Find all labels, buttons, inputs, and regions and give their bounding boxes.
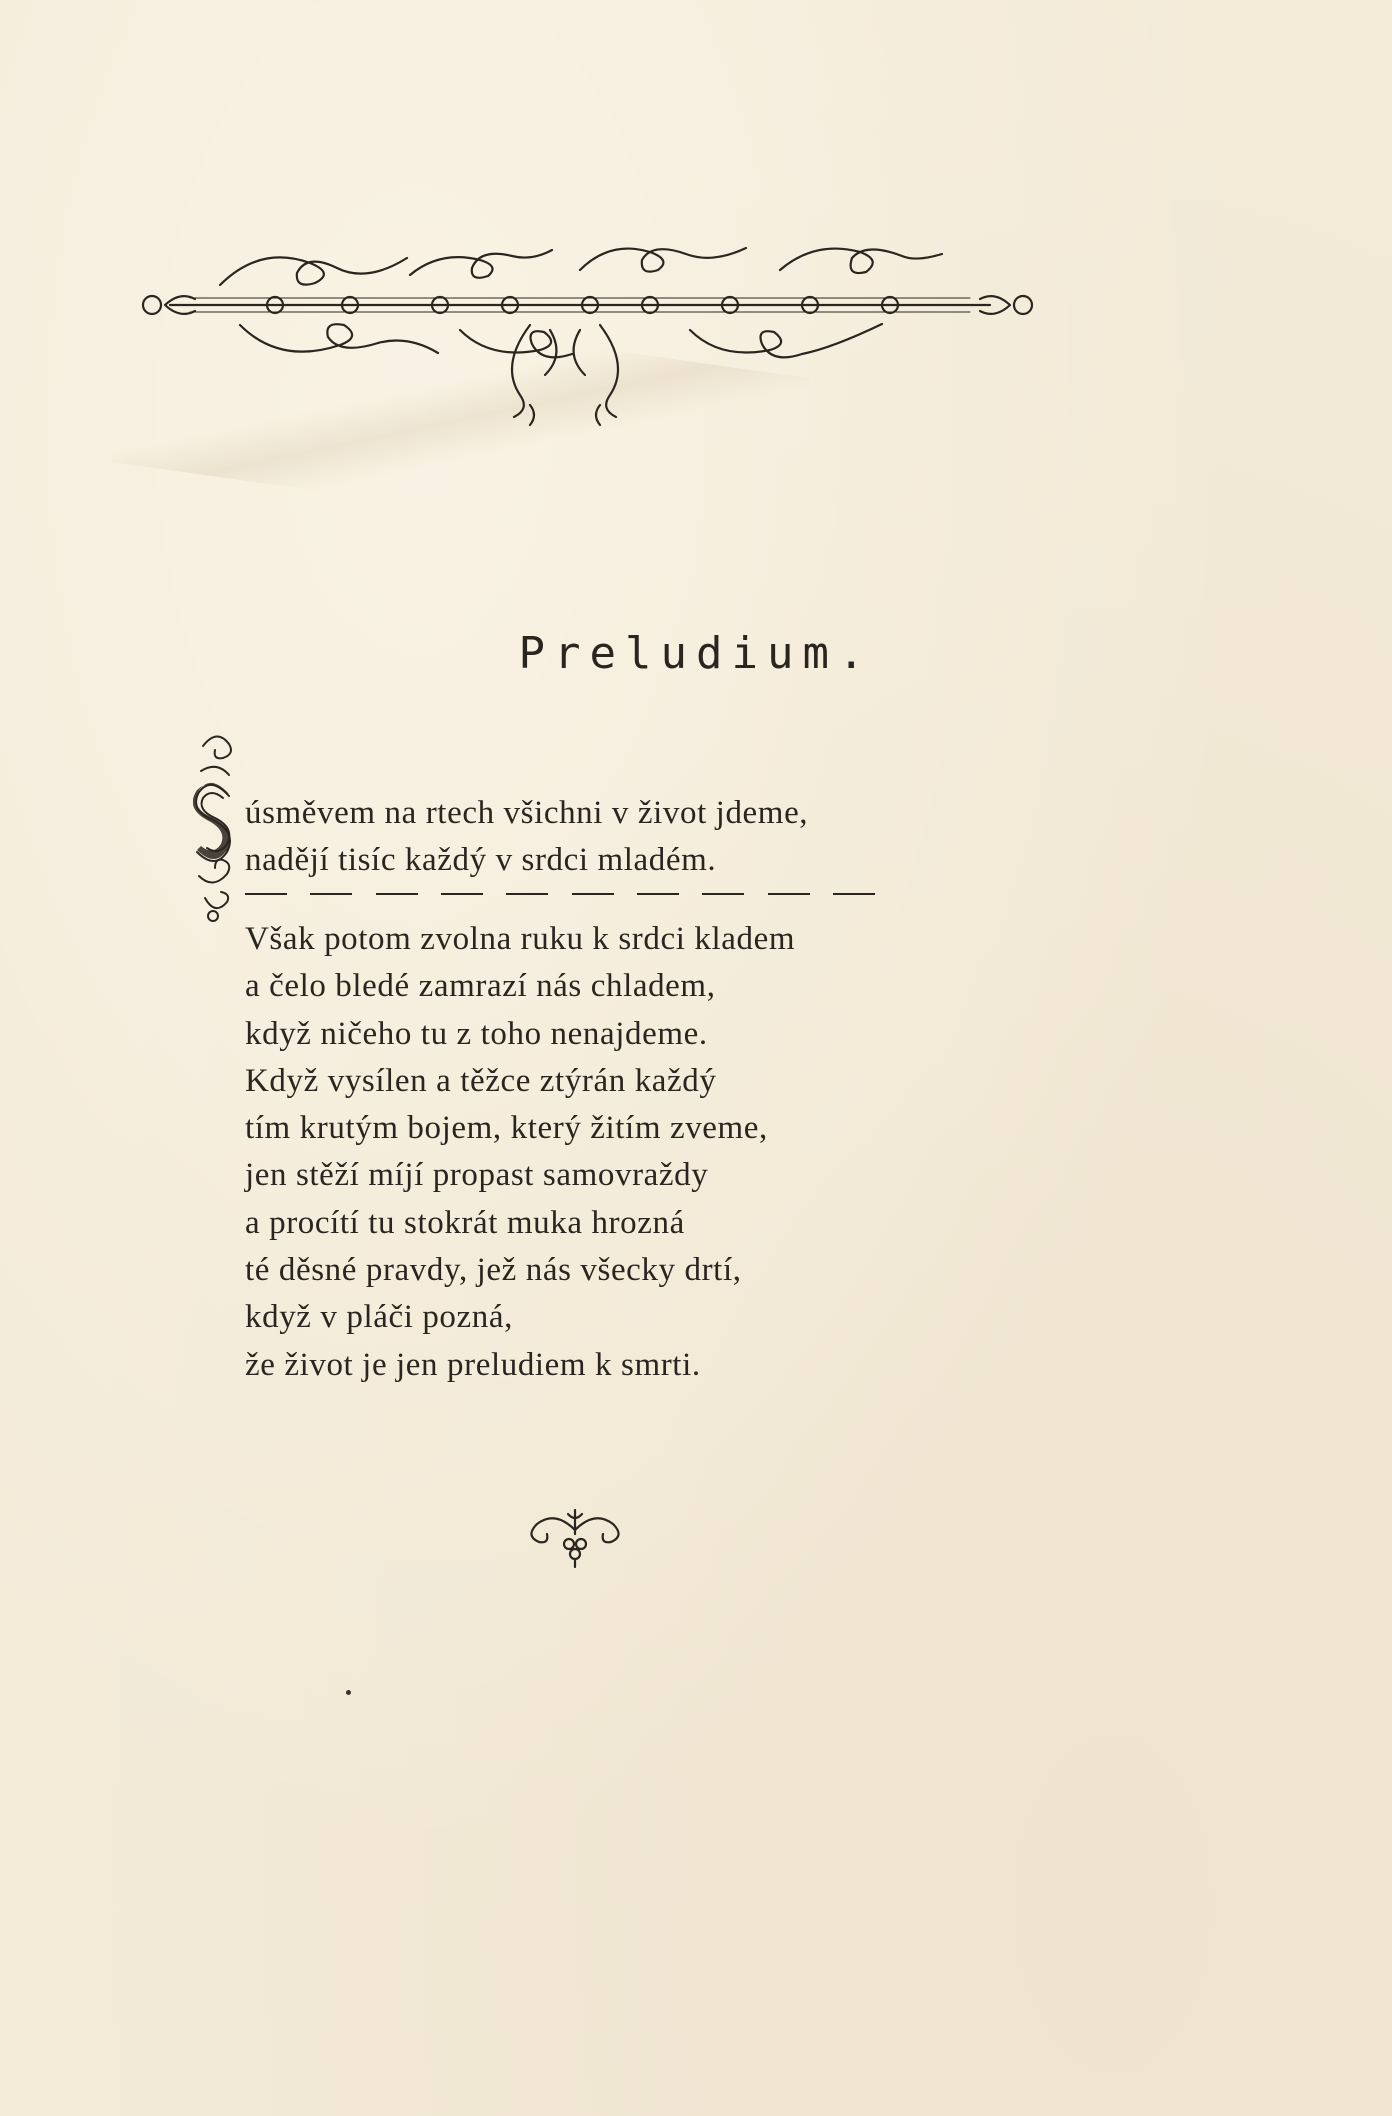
- poem-line-8: té děsné pravdy, jež nás všecky drtí,: [245, 1252, 742, 1289]
- opening-stanza: [245, 790, 808, 884]
- opening-line-2: nadějí tisíc každý v srdci mladém.: [245, 842, 717, 878]
- poem-line-10: že život je jen preludiem k smrti.: [245, 1346, 701, 1383]
- poem-line-3: když ničeho tu z toho nenajdeme.: [245, 1015, 708, 1052]
- dash: [376, 893, 418, 895]
- dash: [637, 893, 679, 895]
- fleuron-tailpiece-icon: [520, 1500, 630, 1570]
- dash: [572, 893, 614, 895]
- dash: [506, 893, 548, 895]
- dash: [768, 893, 810, 895]
- poem-line-9: když v pláči pozná,: [245, 1299, 513, 1336]
- dash: [245, 893, 287, 895]
- dash: [310, 893, 352, 895]
- poem-line-7: a procítí tu stokrát muka hrozná: [245, 1204, 685, 1241]
- poem-line-2: a čelo bledé zamrazí nás chladem,: [245, 968, 716, 1005]
- poem-line-1: Však potom zvolna ruku k srdci kladem: [245, 921, 796, 957]
- poem-line-6: jen stěží míjí propast samovraždy: [245, 1157, 709, 1194]
- poem-body: [245, 916, 795, 1389]
- opening-line-1: úsměvem na rtech všichni v život jdeme,: [245, 795, 809, 831]
- decorated-initial-s-icon: [193, 726, 239, 926]
- ornamental-scroll-headpiece-icon: [130, 230, 1045, 430]
- dash: [441, 893, 483, 895]
- poem-line-4: Když vysílen a těžce ztýrán každý: [245, 1062, 717, 1099]
- poem-title: Preludium.: [518, 628, 874, 679]
- dash-rule: [245, 893, 875, 895]
- poem-line-5: tím krutým bojem, který žitím zveme,: [245, 1110, 768, 1147]
- dash: [702, 893, 744, 895]
- ink-speck: [346, 1690, 351, 1695]
- dash: [833, 893, 875, 895]
